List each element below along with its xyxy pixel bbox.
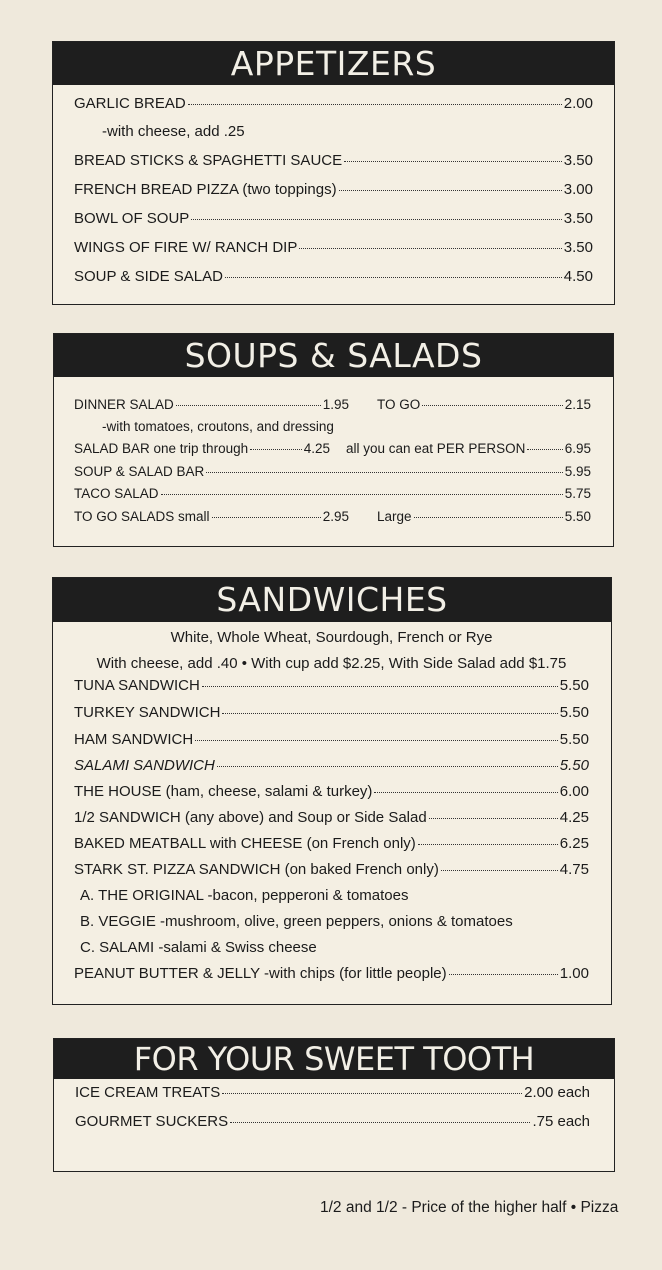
menu-item: GARLIC BREAD 2.00 bbox=[74, 95, 593, 112]
menu-item: TACO SALAD 5.75 bbox=[74, 486, 591, 501]
to-go-salads-row: TO GO SALADS small 2.95 Large 5.50 bbox=[74, 509, 591, 524]
pizza-option: B. VEGGIE -mushroom, olive, green peppers, onions & tomatoes bbox=[80, 913, 513, 930]
menu-item: TUNA SANDWICH 5.50 bbox=[74, 677, 589, 694]
dinner-salad-label: DINNER SALAD bbox=[74, 397, 174, 412]
sweet-tooth-title: FOR YOUR SWEET TOOTH bbox=[54, 1039, 614, 1079]
sweet-tooth-section bbox=[53, 1038, 615, 1172]
appetizers-title: APPETIZERS bbox=[53, 42, 614, 85]
menu-item: TURKEY SANDWICH 5.50 bbox=[74, 704, 589, 721]
menu-item: ICE CREAM TREATS 2.00 each bbox=[75, 1084, 590, 1101]
pizza-option: C. SALAMI -salami & Swiss cheese bbox=[80, 939, 317, 956]
soups-salads-title: SOUPS & SALADS bbox=[54, 334, 613, 377]
half-and-half-note: 1/2 and 1/2 - Price of the higher half • Pizza bbox=[320, 1199, 619, 1216]
menu-item: BOWL OF SOUP 3.50 bbox=[74, 210, 593, 227]
sandwiches-section bbox=[52, 577, 612, 1005]
appetizers-section bbox=[52, 41, 615, 305]
menu-item: STARK ST. PIZZA SANDWICH (on baked French only) 4.75 bbox=[74, 861, 589, 878]
menu-item: THE HOUSE (ham, cheese, salami & turkey) 6.00 bbox=[74, 783, 589, 800]
soups-salads-section bbox=[53, 333, 614, 547]
menu-item: WINGS OF FIRE W/ RANCH DIP 3.50 bbox=[74, 239, 593, 256]
salad-bar-row: SALAD BAR one trip through 4.25 all you can eat PER PERSON 6.95 bbox=[74, 441, 591, 456]
menu-item: BREAD STICKS & SPAGHETTI SAUCE 3.50 bbox=[74, 152, 593, 169]
menu-item: PEANUT BUTTER & JELLY -with chips (for little people) 1.00 bbox=[74, 965, 589, 982]
menu-item: 1/2 SANDWICH (any above) and Soup or Side Salad 4.25 bbox=[74, 809, 589, 826]
bread-options: White, Whole Wheat, Sourdough, French or Rye bbox=[170, 629, 493, 646]
menu-note: -with cheese, add .25 bbox=[102, 123, 245, 140]
dinner-salad-note: -with tomatoes, croutons, and dressing bbox=[102, 419, 334, 434]
dinner-salad-row: DINNER SALAD 1.95 TO GO 2.15 bbox=[74, 397, 591, 412]
menu-item: SOUP & SALAD BAR 5.95 bbox=[74, 464, 591, 479]
sandwiches-title: SANDWICHES bbox=[53, 578, 611, 622]
menu-item: BAKED MEATBALL with CHEESE (on French only) 6.25 bbox=[74, 835, 589, 852]
menu-item: SOUP & SIDE SALAD 4.50 bbox=[74, 268, 593, 285]
menu-item: FRENCH BREAD PIZZA (two toppings) 3.00 bbox=[74, 181, 593, 198]
menu-item: SALAMI SANDWICH 5.50 bbox=[74, 757, 589, 774]
menu-item: HAM SANDWICH 5.50 bbox=[74, 731, 589, 748]
menu-item: GOURMET SUCKERS .75 each bbox=[75, 1113, 590, 1130]
sandwich-addons: With cheese, add .40 • With cup add $2.25, With Side Salad add $1.75 bbox=[96, 655, 567, 672]
pizza-option: A. THE ORIGINAL -bacon, pepperoni & tomatoes bbox=[80, 887, 409, 904]
